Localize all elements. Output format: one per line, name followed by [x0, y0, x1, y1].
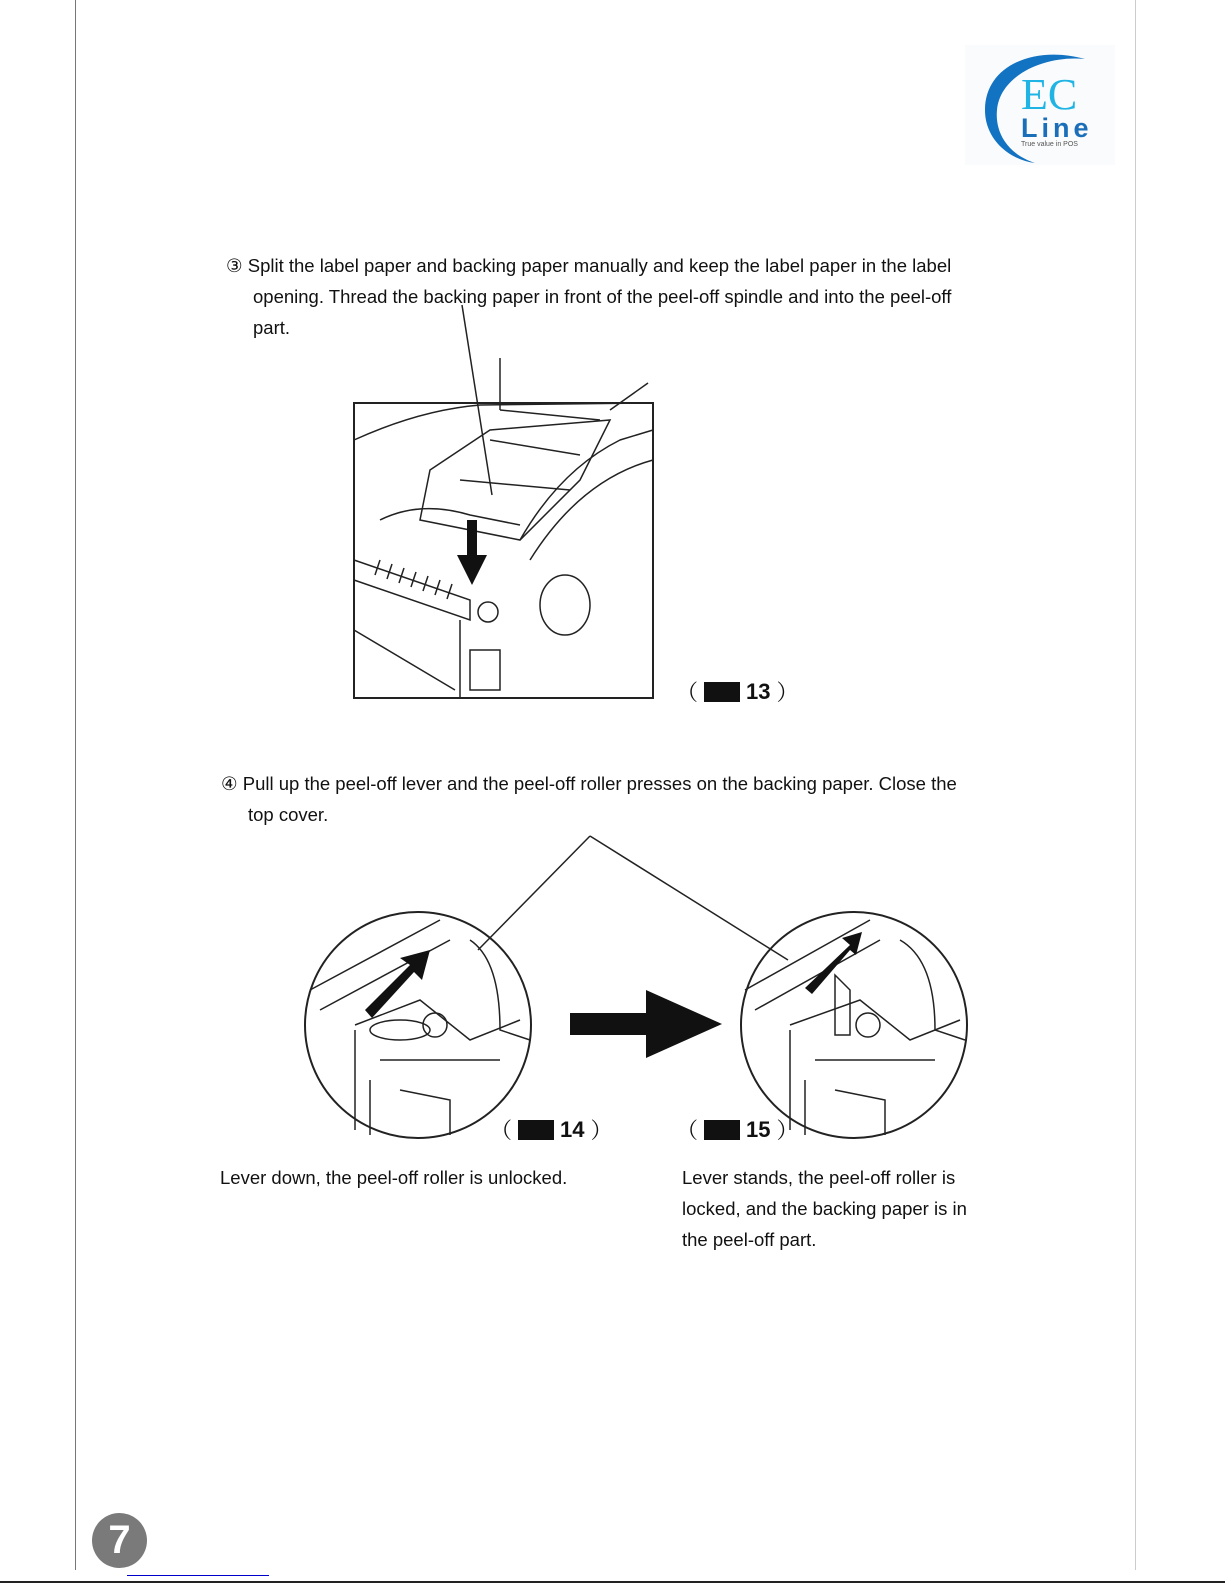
right-arrow-icon — [570, 990, 722, 1058]
figure-13-illustration — [354, 305, 653, 698]
step3-text: ③ Split the label paper and backing paper manually and keep the label paper in the label opening. Thread the backing paper in front of the peel-off spindle and into the peel-off part. — [226, 255, 952, 338]
caption-lever-stands: Lever stands, the peel-off roller is locked, and the backing paper is in the peel-off part. — [682, 1167, 967, 1250]
caption-lever-down: Lever down, the peel-off roller is unlocked. — [220, 1167, 568, 1188]
up-arrow-icon — [365, 950, 430, 1018]
figure-14-label: （ 14 ） — [490, 1116, 613, 1143]
logo-text-line: Line — [1021, 113, 1093, 143]
up-arrow-icon — [805, 932, 862, 994]
figure-icon — [704, 1120, 740, 1140]
step4-text: ④ Pull up the peel-off lever and the peel-off roller presses on the backing paper. Close the top cover. — [221, 773, 957, 825]
figure-icon — [704, 682, 740, 702]
figure-14-illustration — [305, 836, 788, 1138]
figure-15-label: （ 15 ） — [676, 1116, 799, 1143]
link-underline — [127, 1575, 269, 1576]
down-arrow-icon — [457, 520, 487, 585]
figure-13-label: （ 13 ） — [676, 678, 799, 705]
logo-text-ec: EC — [1021, 70, 1078, 119]
figure-icon — [518, 1120, 554, 1140]
logo-tagline: True value in POS — [1021, 141, 1078, 148]
page-number-badge: 7 — [92, 1513, 147, 1568]
